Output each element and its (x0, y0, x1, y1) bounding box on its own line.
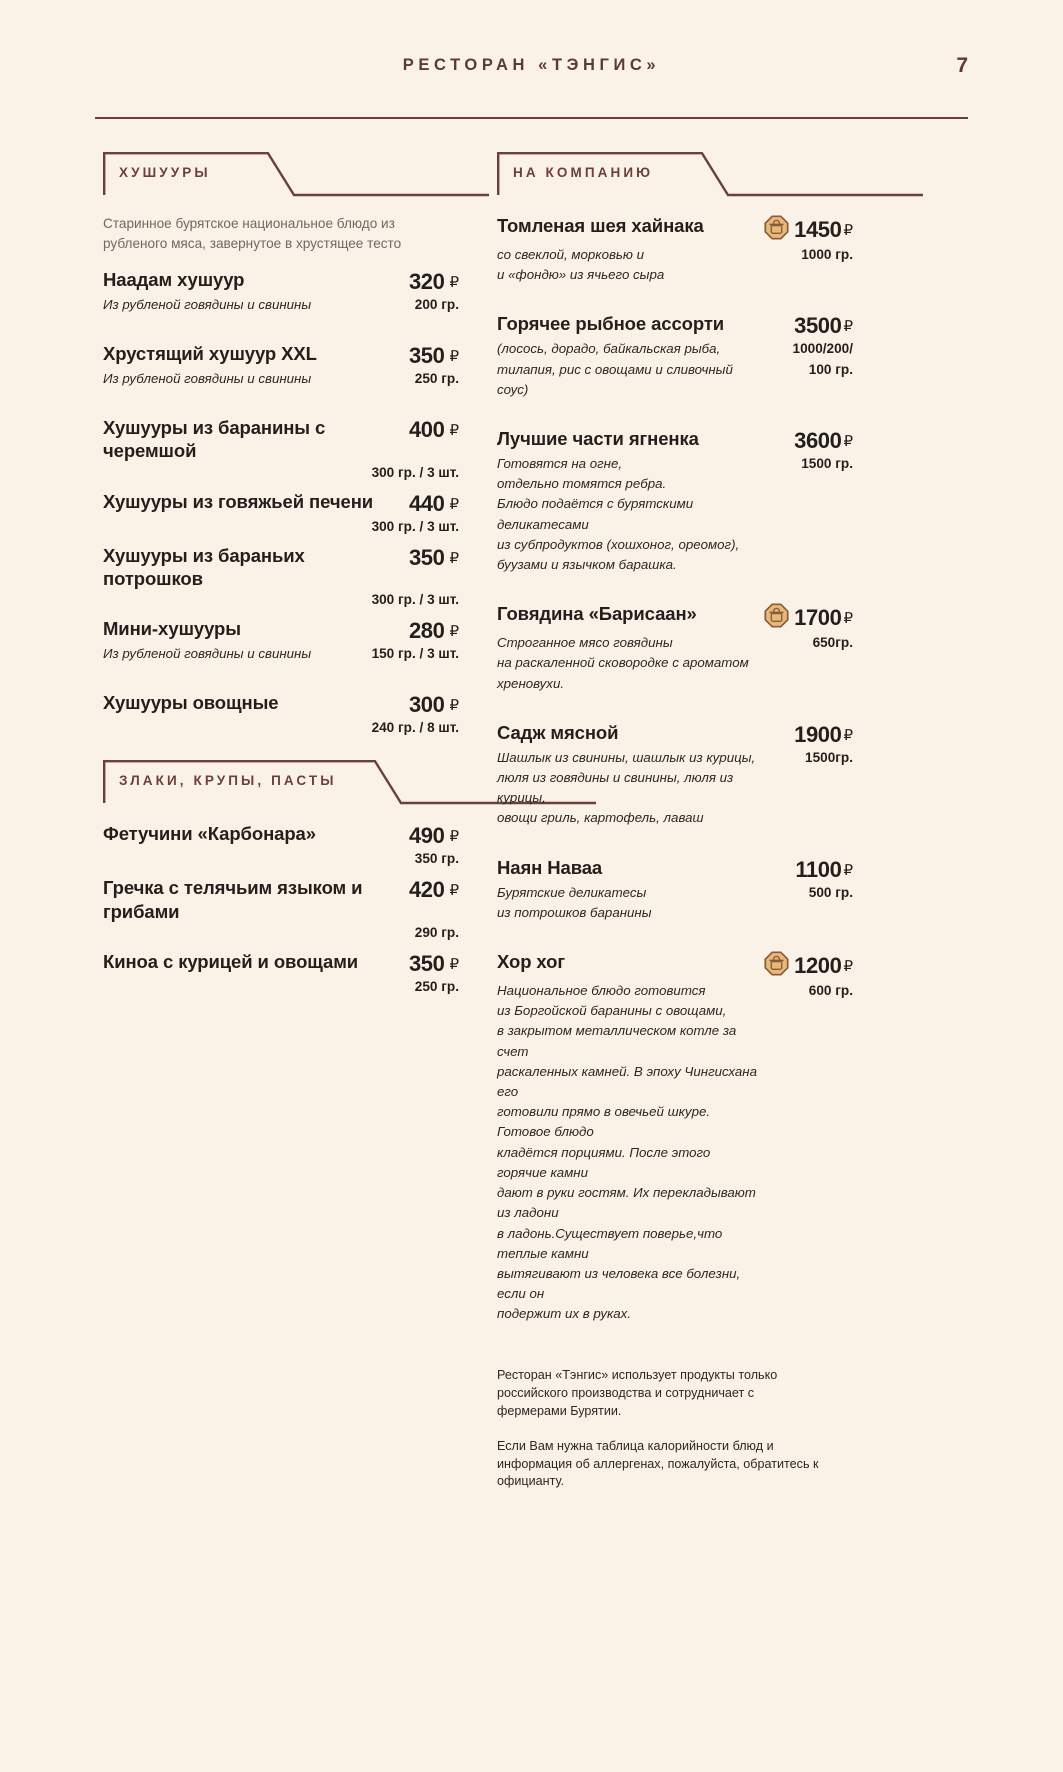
dish-header-row (103, 691, 459, 718)
dish-weight-line: 300 гр. / 3 шт. (371, 464, 459, 480)
dish-weight-line: 1000/200/ (792, 341, 853, 357)
menu-item[interactable] (103, 950, 459, 995)
dish-description (497, 748, 759, 829)
dish-weight-line: 650гр. (812, 635, 853, 651)
section-flag (103, 760, 459, 804)
dish-weight (801, 454, 853, 475)
dish-weight-line: 1500гр. (805, 749, 853, 765)
dish-desc-line: в закрытом металлическом котле за счет (497, 1023, 737, 1059)
dish-price-group (409, 490, 459, 517)
ruble-sign: ₽ (449, 273, 459, 291)
dish-price-group (409, 268, 459, 295)
header-divider (95, 117, 968, 119)
dish-desc-line: дают в руки гостям. Их перекладывают из ладони (497, 1185, 756, 1221)
menu-section (103, 760, 459, 995)
section-title: ХУШУУРЫ (119, 165, 211, 180)
dish-price: 1700 (794, 605, 842, 631)
dish-price: 350 (408, 342, 445, 368)
dish-header-row (103, 342, 459, 369)
dish-header-row (103, 544, 459, 591)
menu-item[interactable] (103, 268, 459, 315)
dish-weight (801, 245, 853, 266)
ruble-sign: ₽ (449, 422, 459, 440)
section-title: ЗЛАКИ, КРУПЫ, ПАСТЫ (119, 773, 337, 789)
menu-item[interactable] (497, 214, 853, 285)
dish-description (497, 245, 759, 285)
dish-desc-line: (лосось, дорадо, байкальская рыба, (497, 341, 721, 357)
dish-header-row (497, 602, 853, 633)
dish-price: 350 (408, 951, 445, 977)
dish-name: Хор хог (497, 951, 565, 973)
dish-desc-line: подержит их в руках. (497, 1306, 632, 1322)
dish-desc-line: Бурятские деликатесы (497, 884, 647, 900)
dish-weight-line: 200 гр. (414, 296, 459, 312)
dish-weight (793, 339, 853, 380)
dish-price-group (794, 312, 853, 339)
dish-header-row (497, 427, 853, 454)
dish-desc-line: Строганное мясо говядины (497, 635, 673, 651)
page-title: РЕСТОРАН «ТЭНГИС» (402, 56, 661, 74)
dish-price: 1100 (795, 856, 842, 882)
section-title: НА КОМПАНИЮ (513, 165, 654, 180)
dish-price-group (409, 822, 459, 849)
dish-weight (809, 981, 853, 1002)
menu-item[interactable] (103, 691, 459, 736)
dish-desc-line: Блюдо подаётся с бурятскими деликатесами (497, 496, 694, 532)
section-intro: Старинное бурятское национальное блюдо из рубленого мяса, завернутое в хрустящее тесто (103, 216, 402, 251)
ruble-sign: ₽ (449, 956, 459, 974)
dish-header-row (103, 268, 459, 295)
dish-price-group (409, 617, 459, 644)
ruble-sign: ₽ (843, 726, 853, 744)
dish-name: Хушууры овощные (103, 692, 279, 714)
dish-desc-line: кладётся порциями. После этого горячие камни (497, 1144, 711, 1180)
dish-price-group (764, 602, 853, 633)
ruble-sign: ₽ (449, 882, 459, 900)
dish-desc-line: из субпродуктов (хошхоног, ореомог), (497, 536, 740, 552)
ruble-sign: ₽ (843, 861, 853, 879)
dish-weight (372, 718, 459, 739)
dish-name: Хушууры из баранины с черемшой (103, 417, 326, 462)
dish-header-row (103, 416, 459, 463)
dish-name: Хушууры из бараньих потрошков (103, 544, 305, 589)
dish-price-group (795, 856, 853, 883)
dish-price-group (409, 342, 459, 369)
menu-item[interactable] (497, 427, 853, 575)
dish-weight (415, 295, 459, 316)
dish-header-row (103, 950, 459, 977)
dish-description (103, 644, 365, 664)
dish-weight (415, 923, 459, 944)
footer-paragraph: Ресторан «Тэнгис» использует продукты только российского производства и сотрудничает с фермерами Бурятии. (497, 1368, 778, 1418)
dish-desc-line: из потрошков баранины (497, 904, 652, 920)
dish-price-group (794, 427, 853, 454)
dish-desc-line: люля из говядины и свинины, люля из курицы, (497, 770, 734, 806)
dish-price: 490 (408, 823, 445, 849)
dish-weight-line: 600 гр. (808, 983, 853, 999)
dish-name: Горячее рыбное ассорти (497, 313, 725, 335)
right-column (497, 152, 853, 1332)
dish-weight (805, 748, 853, 769)
dish-weight (372, 463, 459, 484)
dish-desc-line: отдельно томятся ребра. (497, 476, 667, 492)
dish-description (497, 633, 759, 694)
dish-header-row (497, 950, 853, 981)
dish-price: 440 (408, 490, 445, 516)
menu-item[interactable] (497, 602, 853, 694)
dish-description (497, 981, 759, 1324)
dish-header-row (497, 214, 853, 245)
dish-desc-line: раскаленных камней. В эпоху Чингисхана его (497, 1063, 757, 1100)
dish-price: 420 (408, 877, 445, 903)
dish-description (103, 295, 365, 315)
dish-weight (372, 590, 459, 611)
dish-header-row (103, 822, 459, 849)
pot-icon (764, 951, 789, 981)
dish-desc-line: готовили прямо в овечьей шкуре. Готовое блюдо (497, 1104, 711, 1140)
dish-name: Наадам хушуур (103, 268, 245, 290)
dish-price-group (409, 950, 459, 977)
dish-desc-line: овощи гриль, картофель, лаваш (497, 810, 704, 826)
dish-weight-line: 1000 гр. (801, 247, 853, 262)
dish-header-row (497, 856, 853, 883)
dish-weight (809, 883, 853, 904)
dish-weight-line: 250 гр. (414, 979, 459, 995)
menu-item[interactable] (103, 822, 459, 867)
dish-price-group (764, 950, 853, 981)
dish-weight-line: 300 гр. / 3 шт. (371, 518, 459, 534)
dish-header-row (103, 617, 459, 644)
dish-desc-line: Национальное блюдо готовится (497, 983, 706, 999)
dish-price-group (409, 544, 459, 571)
dish-desc-line: Из рубленой говядины и свинины (103, 296, 312, 312)
dish-weight (372, 517, 459, 538)
dish-name: Говядина «Барисаан» (497, 603, 697, 625)
section-flag (497, 152, 853, 196)
menu-item[interactable] (497, 721, 853, 829)
dish-price-group (794, 721, 853, 748)
dish-price-group (409, 691, 459, 718)
section-flag (103, 152, 459, 196)
dish-price: 1450 (794, 217, 842, 242)
dish-price: 280 (408, 618, 445, 644)
ruble-sign: ₽ (843, 433, 853, 451)
dish-desc-line: из Боргойской баранины с овощами, (497, 1003, 727, 1019)
dish-weight-line: 250 гр. (414, 370, 459, 386)
menu-item[interactable] (103, 876, 459, 941)
menu-item[interactable] (103, 490, 459, 534)
ruble-sign: ₽ (843, 222, 853, 239)
ruble-sign: ₽ (449, 549, 459, 567)
left-column (103, 152, 459, 995)
menu-item[interactable] (497, 312, 853, 400)
dish-desc-line: буузами и язычком барашка. (497, 557, 677, 573)
page-number: 7 (956, 54, 968, 77)
dish-price: 3600 (794, 428, 842, 454)
pot-icon (764, 603, 789, 633)
dish-description (497, 883, 759, 923)
dish-weight (372, 644, 459, 665)
ruble-sign: ₽ (449, 623, 459, 641)
dish-name: Фетучини «Карбонара» (103, 823, 316, 845)
dish-price-group (409, 416, 459, 443)
dish-price-group (764, 214, 853, 245)
dish-name: Садж мясной (497, 721, 619, 743)
dish-desc-line: Из рубленой говядины и свинины (103, 646, 312, 662)
dish-header-row (103, 490, 459, 517)
dish-header-row (497, 721, 853, 748)
menu-item[interactable] (497, 856, 853, 923)
dish-desc-line: в ладонь.Существует поверье,что теплые камни (497, 1225, 723, 1261)
dish-price: 400 (408, 417, 445, 443)
dish-description (103, 369, 365, 389)
dish-weight-line: 300 гр. / 3 шт. (371, 592, 459, 608)
dish-weight-line: 240 гр. / 8 шт. (371, 720, 459, 736)
dish-price: 320 (408, 268, 445, 294)
dish-desc-line: Из рубленой говядины и свинины (103, 370, 312, 386)
dish-name: Хушууры из говяжьей печени (103, 490, 374, 512)
page-header (0, 56, 1063, 90)
dish-weight (415, 369, 459, 390)
ruble-sign: ₽ (449, 828, 459, 846)
dish-description (497, 454, 759, 575)
dish-price-group (409, 876, 459, 903)
dish-weight-line: 1500 гр. (801, 456, 853, 472)
footer-paragraph: Если Вам нужна таблица калорийности блюд и информация об аллергенах, пожалуйста, обратитесь к официанту. (497, 1438, 819, 1489)
dish-name: Киноа с курицей и овощами (103, 951, 359, 973)
dish-header-row (103, 876, 459, 923)
dish-weight-line: 500 гр. (808, 884, 853, 900)
dish-weight (415, 977, 459, 998)
dish-desc-line: вытягивают из человека все болезни, если он (497, 1265, 741, 1302)
ruble-sign: ₽ (843, 318, 853, 336)
menu-item[interactable] (103, 342, 459, 389)
dish-price: 300 (408, 692, 445, 718)
dish-price: 1200 (794, 953, 842, 979)
dish-desc-line: Шашлык из свинины, шашлык из курицы, (497, 749, 756, 765)
dish-desc-line: со свеклой, морковью и (497, 247, 644, 262)
menu-section (497, 152, 853, 1325)
menu-item[interactable] (497, 950, 853, 1324)
dish-desc-line: тилапия, рис с овощами и сливочный соус) (497, 361, 733, 397)
dish-header-row (497, 312, 853, 339)
dish-price: 3500 (794, 313, 842, 339)
pot-icon (764, 215, 789, 245)
dish-name: Томленая шея хайнака (497, 215, 704, 236)
dish-name: Лучшие части ягненка (497, 428, 699, 450)
dish-name: Хрустящий хушуур XXL (103, 342, 317, 364)
ruble-sign: ₽ (449, 347, 459, 365)
dish-name: Мини-хушууры (103, 618, 241, 640)
menu-item[interactable] (103, 617, 459, 664)
dish-weight (415, 849, 459, 870)
footer-notes (497, 1367, 827, 1491)
dish-name: Гречка с телячьим языком и грибами (103, 877, 363, 922)
ruble-sign: ₽ (843, 610, 853, 628)
dish-description (497, 339, 759, 400)
dish-desc-line: Готовятся на огне, (497, 456, 623, 472)
dish-weight-line: 100 гр. (808, 362, 853, 378)
dish-name: Наян Наваа (497, 856, 603, 878)
dish-price: 350 (408, 544, 445, 570)
dish-weight-line: 290 гр. (414, 925, 459, 941)
dish-weight-line: 150 гр. / 3 шт. (371, 646, 459, 662)
menu-item[interactable] (103, 416, 459, 480)
menu-section (103, 152, 459, 736)
dish-weight-line: 350 гр. (414, 851, 459, 867)
dish-weight (813, 633, 853, 654)
ruble-sign: ₽ (449, 495, 459, 513)
dish-price: 1900 (794, 721, 842, 747)
ruble-sign: ₽ (843, 958, 853, 976)
menu-item[interactable] (103, 544, 459, 608)
dish-desc-line: на раскаленной сковородке с ароматом хреновухи. (497, 655, 749, 691)
dish-desc-line: и «фондю» из ячьего сыра (497, 267, 665, 283)
ruble-sign: ₽ (449, 697, 459, 715)
